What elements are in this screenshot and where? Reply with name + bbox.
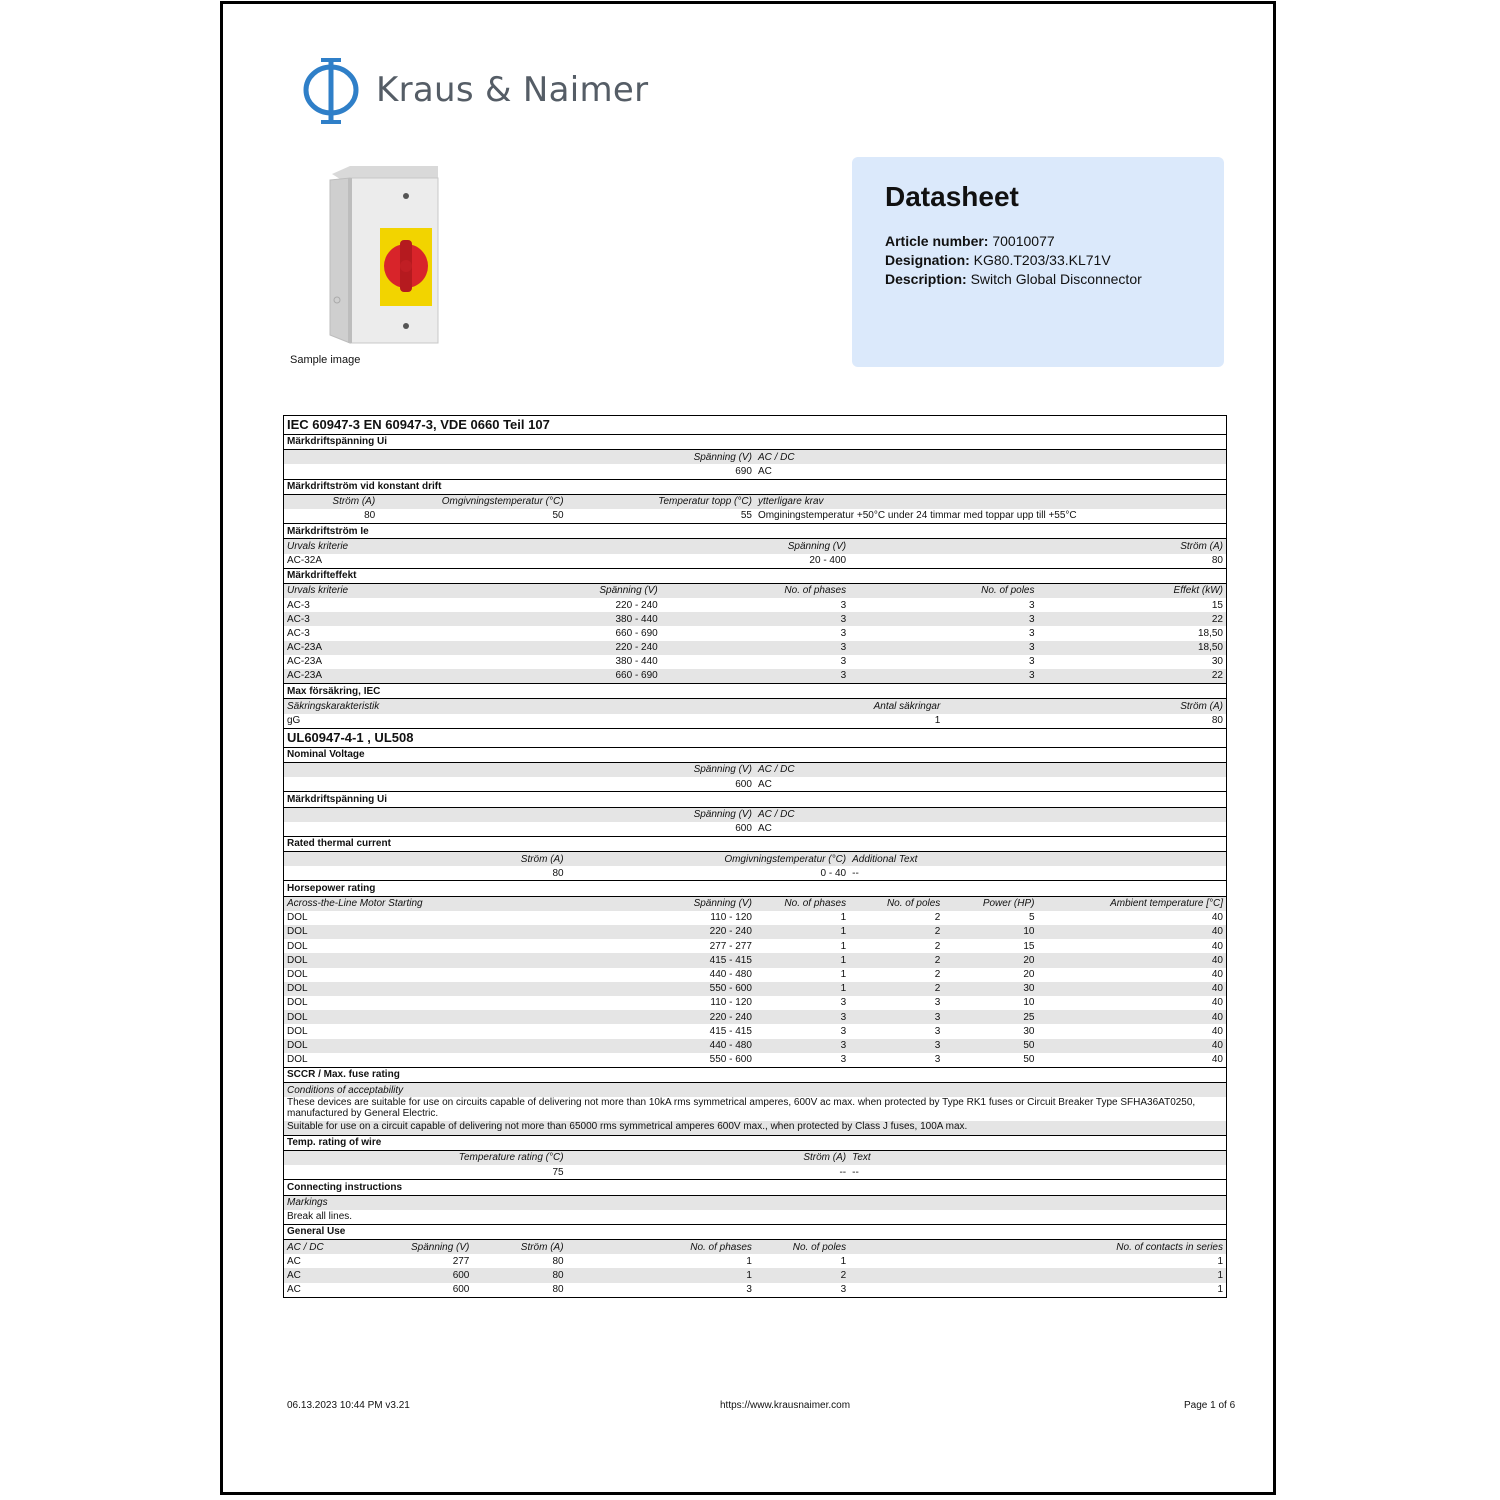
iec-ith-peak: 55 [740,510,752,522]
ul-wire-group [284,1135,1226,1150]
iec-fuse-col-char: Säkringskarakteristik [284,699,661,714]
iec-ui-voltage: 690 [735,465,752,477]
table-row [284,1268,1226,1282]
power-criteria: AC-3 [284,612,472,626]
ul-general-col-contacts: No. of contacts in series [849,1240,1226,1255]
power-poles: 3 [1028,599,1035,611]
ul-hp-col-poles: No. of poles [849,896,943,911]
iec-power-group [284,568,1226,583]
ul-ui-col-voltage: Spänning (V) [284,807,755,822]
hp-power: 20 [1023,969,1035,981]
iec-fuse-col-count: Antal säkringar [661,699,944,714]
iec-ith-extra: Omginingstemperatur +50°C under 24 timmar med toppar upp till +55°C [757,510,1077,522]
iec-ie-title: Märkdriftström Ie [284,524,1226,539]
hp-ambient: 40 [1038,925,1227,939]
power-kw: 30 [1211,656,1223,668]
hp-voltage: 110 - 120 [710,997,752,1009]
iec-ie-col-criteria: Urvals kriterie [284,539,567,554]
general-contacts: 1 [1217,1255,1223,1267]
hp-start: DOL [287,1025,308,1037]
iec-fuse-char: gG [287,715,301,727]
ul-wire-current: -- [839,1166,847,1178]
ul-sccr-col-conditions: Conditions of acceptability [284,1083,1226,1098]
iec-ith-col-current: Ström (A) [284,494,378,509]
ul-sccr-text-2: Suitable for use on a circuit capable of delivering not more than 65000 rms symmetrical amperes 600V max., when protected by Class J fuses, 100A max. [284,1121,1226,1135]
ul-hp-title: Horsepower rating [284,881,1226,896]
table-row [284,1053,1226,1068]
hp-poles: 2 [934,940,941,952]
iec-section-title: IEC 60947-3 EN 60947-3, VDE 0660 Teil 107 [287,417,550,432]
iec-fuse-header [284,699,1226,714]
iec-ith-group [284,479,1226,494]
hp-ambient: 40 [1211,969,1223,981]
table-row [284,822,1226,837]
ul-hp-col-phases: No. of phases [755,896,849,911]
ul-sccr-group [284,1067,1226,1082]
power-poles: 3 [849,612,1037,626]
hp-voltage: 415 - 415 [709,1025,752,1037]
general-poles: 3 [840,1284,847,1296]
iec-power-header [284,583,1226,598]
hp-ambient: 40 [1038,982,1227,996]
hp-phases: 3 [755,1039,849,1053]
ul-connect-col-markings: Markings [284,1195,1226,1210]
power-voltage: 660 - 690 [615,627,658,639]
hp-poles: 3 [934,997,941,1009]
iec-ui-title: Märkdriftspänning Ui [284,435,1226,450]
article-number-label: Article number: [885,233,989,249]
ul-sccr-title: SCCR / Max. fuse rating [284,1067,1226,1082]
table-row [284,911,1226,925]
hp-voltage: 550 - 600 [661,982,755,996]
iec-ie-col-current: Ström (A) [849,539,1226,554]
table-row [284,641,1226,655]
table-row [284,866,1226,881]
ul-thermal-header [284,852,1226,867]
ul-sccr-text-1: These devices are suitable for use on circuits capable of delivering not more than 10kA rms symmetrical amperes, 600V ac max. when protected by Type RK1 fuses or Circuit Breaker Type SFHA36AT0250, manufactured by General Electric. [287,1097,1196,1119]
ul-general-title: General Use [284,1224,1226,1239]
hp-start: DOL [287,940,308,952]
power-voltage: 660 - 690 [472,669,660,684]
ul-thermal-title: Rated thermal current [284,836,1226,851]
iec-ith-ambient: 50 [552,510,564,522]
ul-connect-markings: Break all lines. [287,1211,353,1223]
general-contacts: 1 [849,1268,1226,1282]
ul-hp-group [284,881,1226,896]
power-criteria: AC-23A [284,641,472,655]
table-row [284,1024,1226,1038]
iec-fuse-title: Max försäkring, IEC [284,684,1226,699]
ul-nominal-header [284,762,1226,777]
description-value: Switch Global Disconnector [970,271,1142,287]
ul-general-col-phases: No. of phases [567,1240,755,1255]
hp-ambient: 40 [1038,953,1227,967]
power-phases: 3 [840,599,847,611]
ul-nominal-col-voltage: Spänning (V) [284,762,755,777]
table-row [284,953,1226,967]
hp-ambient: 40 [1211,997,1223,1009]
hp-poles: 2 [849,925,943,939]
iec-power-col-power: Effekt (kW) [1038,583,1227,598]
ul-thermal-col-text: Additional Text [849,852,1226,867]
ul-hp-col-power: Power (HP) [943,896,1037,911]
table-row [284,598,1226,612]
iec-fuse-col-current: Ström (A) [943,699,1226,714]
iec-ie-col-voltage: Spänning (V) [567,539,850,554]
general-current: 80 [552,1255,564,1267]
spec-table [283,415,1227,1298]
hp-poles: 2 [934,912,941,924]
hp-phases: 3 [840,997,847,1009]
general-current: 80 [472,1268,566,1282]
hp-start: DOL [284,982,661,996]
hp-ambient: 40 [1211,912,1223,924]
ul-general-group [284,1224,1226,1239]
general-phases: 3 [746,1284,752,1296]
table-row [284,777,1226,792]
hp-start: DOL [284,1010,661,1024]
ul-wire-col-current: Ström (A) [567,1150,850,1165]
iec-fuse-group [284,684,1226,699]
hp-voltage: 220 - 240 [661,1010,755,1024]
hp-voltage: 550 - 600 [709,1054,752,1066]
ul-general-col-acdc: AC / DC [284,1240,378,1255]
hp-phases: 1 [840,912,847,924]
iec-ie-current: 80 [1211,554,1223,566]
ul-general-col-current: Ström (A) [472,1240,566,1255]
power-voltage: 220 - 240 [615,599,658,611]
table-row [284,626,1226,640]
ul-connect-group [284,1180,1226,1195]
hp-poles: 3 [849,1010,943,1024]
power-poles: 3 [1028,627,1035,639]
hp-ambient: 40 [1211,940,1223,952]
ul-section-title-row [284,728,1226,747]
table-row [284,925,1226,939]
power-voltage: 380 - 440 [472,612,660,626]
hp-phases: 1 [840,969,847,981]
brand-name: Kraus & Naimer [376,70,649,110]
designation-label: Designation: [885,252,970,268]
hp-start: DOL [287,997,308,1009]
hp-phases: 3 [840,1054,847,1066]
ul-thermal-current: 80 [552,867,564,879]
iec-power-title: Märkdrifteffekt [284,568,1226,583]
ul-wire-col-temp: Temperature rating (°C) [284,1150,567,1165]
footer-url[interactable]: https://www.krausnaimer.com [720,1400,851,1411]
ul-wire-text: -- [852,1166,859,1178]
iec-ui-col-voltage: Spänning (V) [284,450,755,465]
iec-ui-acdc: AC [757,465,772,477]
hp-voltage: 415 - 415 [661,953,755,967]
ul-ui-header [284,807,1226,822]
general-acdc: AC [284,1268,378,1282]
footer-page-number: Page 1 of 6 [1184,1400,1236,1411]
table-row [284,939,1226,953]
hp-poles: 3 [849,1039,943,1053]
hp-voltage: 277 - 277 [709,940,752,952]
table-row [284,1283,1226,1297]
table-row [284,1039,1226,1053]
table-row [284,655,1226,669]
power-phases: 3 [840,627,847,639]
footer-timestamp: 06.13.2023 10:44 PM v3.21 [287,1400,410,1411]
ul-wire-temp: 75 [552,1166,564,1178]
iec-ie-header [284,539,1226,554]
hp-power: 10 [1023,997,1035,1009]
iec-ie-criteria: AC-32A [287,554,323,566]
iec-fuse-current: 80 [1211,715,1223,727]
iec-power-col-poles: No. of poles [849,583,1037,598]
iec-ith-col-peak: Temperatur topp (°C) [567,494,755,509]
iec-ie-group [284,524,1226,539]
general-phases: 1 [567,1268,755,1282]
product-image [320,160,450,350]
ul-thermal-col-ambient: Omgivningstemperatur (°C) [567,852,850,867]
hp-ambient: 40 [1211,1025,1223,1037]
hp-voltage: 220 - 240 [661,925,755,939]
power-kw: 18,50 [1038,641,1227,655]
general-voltage: 277 [452,1255,470,1267]
hp-voltage: 440 - 480 [709,969,752,981]
description [885,271,1142,287]
ul-section-title: UL60947-4-1 , UL508 [284,728,1226,747]
power-kw: 22 [1038,669,1227,684]
hp-power: 50 [943,1039,1037,1053]
hp-phases: 1 [755,953,849,967]
hp-phases: 1 [755,925,849,939]
ul-general-col-voltage: Spänning (V) [378,1240,472,1255]
table-row [284,982,1226,996]
ul-connect-title: Connecting instructions [284,1180,1226,1195]
ul-hp-col-ambient: Ambient temperature [°C] [1038,896,1227,911]
ul-nominal-acdc: AC [757,778,772,790]
table-row [284,1121,1226,1135]
hp-phases: 1 [755,982,849,996]
iec-ith-col-ambient: Omgivningstemperatur (°C) [378,494,566,509]
general-phases: 1 [746,1255,752,1267]
table-row [284,968,1226,982]
general-poles: 2 [755,1268,849,1282]
ul-nominal-col-acdc: AC / DC [755,762,1226,777]
iec-ith-title: Märkdriftström vid konstant drift [284,479,1226,494]
ul-hp-col-start: Across-the-Line Motor Starting [284,896,661,911]
ul-nominal-voltage: 600 [735,778,752,790]
hp-power: 20 [943,953,1037,967]
ul-general-col-poles: No. of poles [755,1240,849,1255]
hp-poles: 2 [849,982,943,996]
hp-power: 5 [1028,912,1035,924]
hp-ambient: 40 [1211,1054,1223,1066]
table-row [284,1165,1226,1180]
hp-poles: 3 [934,1054,941,1066]
hp-start: DOL [284,953,661,967]
power-criteria: AC-23A [284,669,472,684]
general-contacts: 1 [1217,1284,1223,1296]
hp-ambient: 40 [1038,1039,1227,1053]
sample-image-caption: Sample image [290,354,361,366]
general-acdc: AC [287,1255,301,1267]
power-kw: 22 [1038,612,1227,626]
ul-wire-col-text: Text [849,1150,1226,1165]
ul-wire-title: Temp. rating of wire [284,1135,1226,1150]
datasheet-card [852,157,1224,367]
ul-sccr-header [284,1083,1226,1098]
general-acdc: AC [287,1284,301,1296]
power-voltage: 380 - 440 [615,656,658,668]
ul-general-header [284,1240,1226,1255]
power-kw: 15 [1211,599,1223,611]
iec-section-title-row [284,416,1226,435]
designation [885,252,1111,268]
iec-power-col-voltage: Spänning (V) [472,583,660,598]
table-row [284,669,1226,684]
hp-start: DOL [284,1039,661,1053]
hp-voltage: 440 - 480 [661,1039,755,1053]
iec-power-col-criteria: Urvals kriterie [284,583,472,598]
ul-hp-header [284,896,1226,911]
power-criteria: AC-3 [287,627,310,639]
hp-poles: 2 [849,953,943,967]
hp-poles: 2 [934,969,941,981]
iec-ui-group [284,435,1226,450]
power-kw: 18,50 [1197,627,1223,639]
ul-thermal-ambient: 0 - 40 [820,867,847,879]
ul-nominal-group [284,747,1226,762]
power-phases: 3 [661,641,849,655]
table-row [284,612,1226,626]
hp-power: 30 [943,982,1037,996]
power-phases: 3 [840,656,847,668]
hp-power: 15 [1023,940,1035,952]
hp-phases: 3 [755,1010,849,1024]
hp-power: 50 [1023,1054,1035,1066]
table-row [284,509,1226,524]
iec-power-col-phases: No. of phases [661,583,849,598]
power-poles: 3 [849,669,1037,684]
table-row [284,464,1226,479]
card-title: Datasheet [885,181,1019,212]
power-poles: 3 [1028,656,1035,668]
table-row [284,996,1226,1010]
hp-start: DOL [284,925,661,939]
general-poles: 1 [840,1255,847,1267]
iec-ith-col-extra: ytterligare krav [755,494,1226,509]
table-row [284,1254,1226,1268]
article-number [885,233,1055,249]
ul-hp-col-voltage: Spänning (V) [661,896,755,911]
general-current: 80 [552,1284,564,1296]
power-poles: 3 [849,641,1037,655]
hp-voltage: 110 - 120 [710,912,752,924]
ul-nominal-title: Nominal Voltage [284,747,1226,762]
ul-ui-title: Märkdriftspänning Ui [284,792,1226,807]
hp-phases: 3 [840,1025,847,1037]
table-row [284,554,1226,569]
table-row [284,1010,1226,1024]
iec-ui-header [284,450,1226,465]
iec-ie-voltage: 20 - 400 [809,554,847,566]
power-phases: 3 [661,669,849,684]
ul-connect-header [284,1195,1226,1210]
power-phases: 3 [661,612,849,626]
hp-phases: 1 [840,940,847,952]
ul-thermal-text: -- [852,867,859,879]
hp-start: DOL [287,969,308,981]
iec-fuse-count: 1 [934,715,941,727]
iec-ith-current: 80 [364,510,376,522]
iec-ith-header [284,494,1226,509]
table-row [284,714,1226,729]
description-label: Description: [885,271,967,287]
ul-ui-voltage: 600 [735,823,752,835]
ul-ui-acdc: AC [757,823,772,835]
general-voltage: 600 [378,1268,472,1282]
ul-thermal-group [284,836,1226,851]
power-criteria: AC-3 [287,599,310,611]
ul-ui-col-acdc: AC / DC [755,807,1226,822]
power-voltage: 220 - 240 [472,641,660,655]
hp-power: 10 [943,925,1037,939]
ul-wire-header [284,1150,1226,1165]
hp-ambient: 40 [1038,1010,1227,1024]
designation-value: KG80.T203/33.KL71V [973,252,1111,268]
ul-ui-group [284,792,1226,807]
hp-poles: 3 [934,1025,941,1037]
hp-start: DOL [287,912,308,924]
iec-ui-col-acdc: AC / DC [755,450,1226,465]
table-row [284,1097,1226,1121]
general-voltage: 600 [452,1284,470,1296]
article-number-value: 70010077 [992,233,1055,249]
table-row [284,1210,1226,1225]
power-criteria: AC-23A [287,656,323,668]
ul-thermal-col-current: Ström (A) [284,852,567,867]
hp-start: DOL [287,1054,308,1066]
hp-power: 30 [1023,1025,1035,1037]
hp-power: 25 [943,1010,1037,1024]
